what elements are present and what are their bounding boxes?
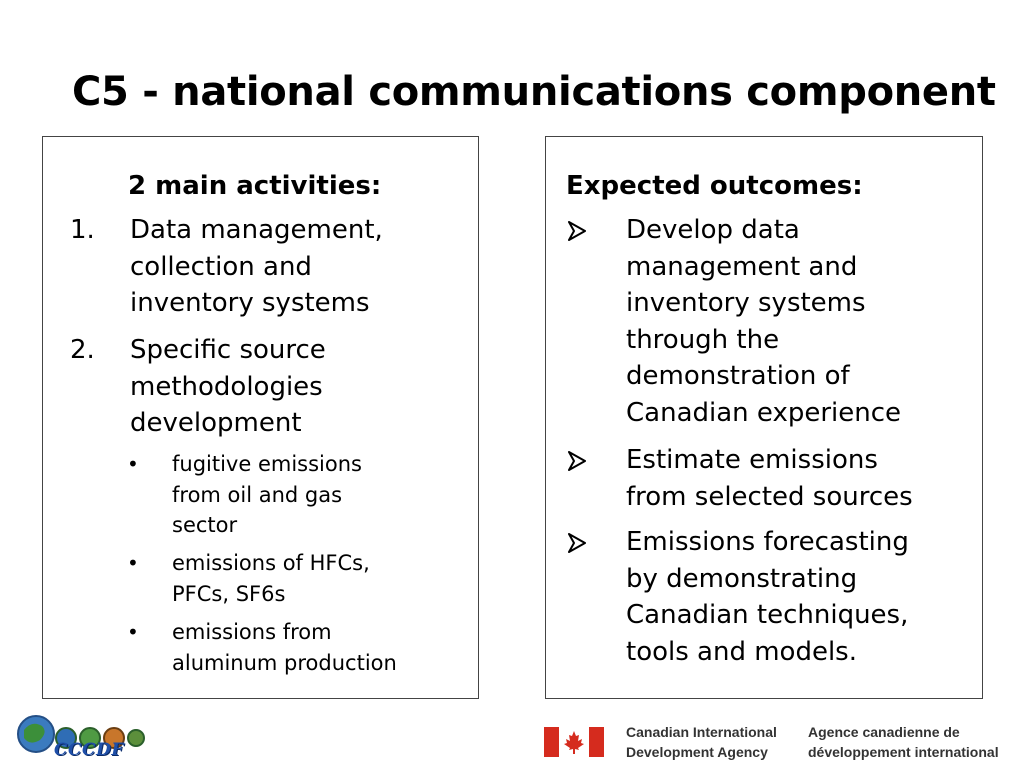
list-number: 1.	[70, 215, 95, 245]
bullet-icon: •	[127, 551, 139, 575]
item-line: by demonstrating	[626, 563, 858, 594]
outcomes-heading: Expected outcomes:	[566, 171, 863, 201]
canada-flag-icon	[544, 727, 604, 761]
sub-item-line: fugitive emissions	[172, 452, 362, 476]
outcomes-panel	[545, 136, 983, 699]
item-line: Canadian techniques,	[626, 600, 909, 630]
item-line: methodologies	[130, 371, 323, 402]
item-line: Emissions forecasting	[626, 527, 909, 557]
agency-line: développement international	[808, 744, 999, 760]
sub-item-line: emissions of HFCs,	[172, 551, 370, 575]
activities-heading: 2 main activities:	[128, 171, 382, 201]
agency-name-en	[626, 722, 777, 762]
activities-panel	[42, 136, 479, 699]
item-line: development	[130, 408, 302, 438]
item-line: inventory systems	[130, 288, 370, 318]
sub-item-line: emissions from	[172, 620, 332, 644]
item-line: from selected sources	[626, 481, 913, 512]
item-line: Estimate emissions	[626, 445, 878, 475]
arrow-bullet-icon	[568, 533, 586, 553]
footer	[0, 700, 1024, 768]
item-line: management and	[626, 251, 858, 282]
arrow-bullet-icon	[568, 221, 586, 241]
sub-item-line: PFCs, SF6s	[172, 581, 286, 606]
sub-item-line: aluminum production	[172, 650, 397, 675]
agency-line: Development Agency	[626, 744, 768, 760]
agency-line: Canadian International	[626, 724, 777, 740]
sub-item-line: sector	[172, 513, 238, 537]
item-line: inventory systems	[626, 288, 866, 318]
item-line: tools and models.	[626, 636, 857, 667]
item-line: Data management,	[130, 215, 383, 245]
arrow-bullet-icon	[568, 451, 586, 471]
item-line: through the	[626, 324, 780, 355]
item-line: Develop data	[626, 215, 800, 245]
sub-item-line: from oil and gas	[172, 482, 343, 507]
cccdf-logo	[14, 712, 146, 766]
list-number: 2.	[70, 335, 95, 365]
slide-title: C5 - national communications component	[72, 69, 996, 115]
cccdf-logo-text: CCCDF	[54, 740, 124, 760]
agency-line: Agence canadienne de	[808, 724, 960, 740]
agency-name-fr	[808, 722, 999, 762]
item-line: Canadian experience	[626, 397, 902, 428]
bullet-icon: •	[127, 452, 139, 476]
item-line: demonstration of	[626, 361, 850, 391]
item-line: collection and	[130, 251, 312, 282]
bullet-icon: •	[127, 620, 139, 644]
item-line: Specific source	[130, 335, 326, 365]
